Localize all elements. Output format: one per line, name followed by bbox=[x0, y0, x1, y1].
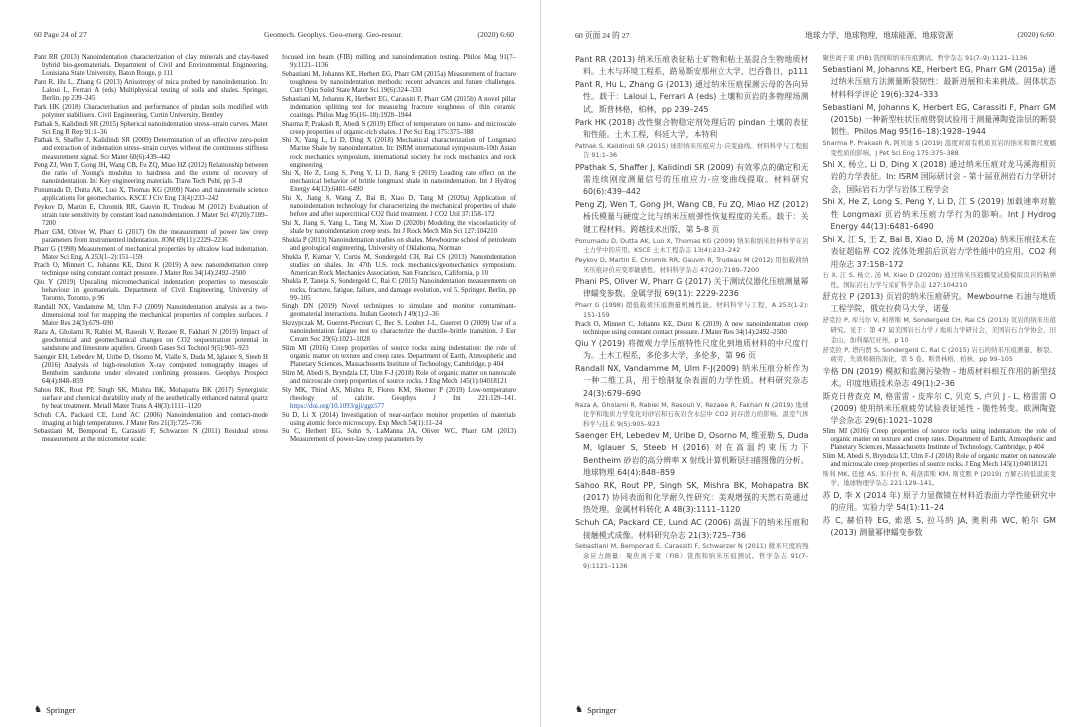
reference-item: Pant R, Hu L, Zhang G (2013) Anisotropy of mica probed by nanoindentation. In: Laloui L, Ferrari A (eds) Multiphysical testing of soils and shales. Springer, Berlin, pp 239–245 bbox=[34, 78, 268, 103]
reference-item: Raza A, Gholami R, Rabiei M, Rasouli V, Rezaee R, Fakhari N (2019) Impact of geochemical and geomechanical changes on CO2 sequestration potential in sandstone and limestone aquifers. Greenh Gases Sci Technol 9(5):905–923 bbox=[34, 328, 268, 352]
reference-item: Slim M, Abedi S, Bryndzia LT, Ulm F-J (2018) Role of organic matter on nanoscale and microscale creep properties of source rocks. J Eng Mech 145(1):04018121 bbox=[282, 369, 516, 385]
reference-item: Peykov D, Martin E, Chromik RR, Gauvin R, Trudeau M (2012) Evaluation of strain rate sensitivity by constant load nanoindentation. J Mater Sci 47(20):7189–7200 bbox=[34, 203, 268, 228]
reference-item: Ponumadu D, Dutta AK, Luo X, Thomas KG (2009) Nano and nanotensile science applications for geomechanics. KSCE J Civ Eng 13(4):233–242 bbox=[34, 187, 268, 203]
reference-item: Singh DN (2019) Novel techniques to simulate and monitor contaminant-geomaterial interactions. Indian Geotech J 49(1):2–36 bbox=[282, 303, 516, 319]
left-page-columns bbox=[34, 54, 516, 683]
reference-item: Shi X, Jiang S, Wang Z, Bai B, Xiao D, Tang M (2020a) Application of nanoindentation technology for characterizing the mechanical properties of shale before and after supercritical CO2 fluid treatment. J CO2 Util 37:158–172 bbox=[282, 195, 516, 219]
reference-item: Raza A, Gholami R, Rabiei M, Rasouli V, Rezaee R, Fakhari N (2019) 地球化学和地质力学变化对砂岩和石灰岩含水层中 CO2 封存潜力的影响。温室气体科学与技术 9(5):905–923 bbox=[575, 400, 809, 428]
right-page-col1 bbox=[575, 54, 809, 683]
reference-item: Slim M, Abedi S, Bryndzia LT, Ulm F-J (2018) Role of organic matter on nanoscale and microscale creep properties of source rocks. J Eng Mech 145(1):04018121 bbox=[822, 453, 1056, 469]
reference-item: 石 X, 江 S, 杨立, 汤 M, Xiao D (2020b) 通过纳米压痕蠕变试验模拟页岩的粘弹性。国际岩石力学与采矿科学杂志 127:104210 bbox=[822, 271, 1056, 289]
reference-item: Qiu Y (2019) 将微观力学压痕特性尺度化到地质材料的中尺度行为。土木工程系，多伦多大学，多伦多，第 96 页 bbox=[575, 338, 809, 361]
reference-sly-text: Sly MK, Thind AS, Mishra R, Flores KM, Skemer P (2019) Low-temperature rheology of calcite. Geophys J Int 221:129–141. bbox=[282, 386, 516, 402]
springer-logo-text: Springer bbox=[46, 704, 76, 715]
reference-item: Shukla P, Taneja S, Sondergeld C, Rai C (2015) Nanoindentation measurements on rocks, fracture, fatigue, failure, and damage evolution, vol 5. Springer, Berlin, pp 99–105 bbox=[282, 278, 516, 302]
reference-item: 苏 C, 赫伯特 EG, 索恩 S, 拉马纳 JA, 奥利弗 WC, 帕尔 GM (2013) 测量幂律蠕变参数 bbox=[822, 515, 1056, 538]
left-header-volume: (2020) 6:60 bbox=[477, 30, 514, 39]
reference-item: 斯克日普查克 M, 格雷雷 - 皮库尔 C, 贝克 S, 卢贝 J - L, 格雷雷 O (2009) 使用纳米压痕疲劳试验表征延性 - 脆性转变。欧洲陶瓷学会杂志 29(6):1021–1028 bbox=[822, 391, 1056, 426]
doi-link[interactable]: https://doi.org/10.1093/gji/ggz577 bbox=[290, 402, 385, 410]
reference-item: focused ion beam (FIB) milling and nanoindentation testing. Philos Mag 91(7–9):1121–1136 bbox=[282, 54, 516, 70]
reference-item: 舒克拉 P (2013) 页岩的纳米压痕研究。Mewbourne 石油与地质工程学院，俄克拉荷马大学，诺曼 bbox=[822, 292, 1056, 314]
right-page-columns bbox=[575, 54, 1056, 683]
reference-item: Qiu Y (2019) Upscaling micromechanical indentation properties to mesoscale behaviour in geomaterials. Department of Civil Engineering, University of Toronto, Toronto, p 96 bbox=[34, 279, 268, 303]
left-page-col1 bbox=[34, 54, 268, 683]
reference-item: Park HK (2018) 改性聚合物稳定剂处理后的 pindan 土壤的表征和性能。土木工程，科廷大学，本特利 bbox=[575, 117, 809, 139]
reference-item: Schuh CA, Packard CE, Lund AC (2006) Nanoindentation and contact-mode imaging at high temperatures. J Mater Res 21(3):725–736 bbox=[34, 411, 268, 427]
reference-item: Sebastiani M, Bemporad E, Carassiti F, Schwarzer N (2011) Residual stress measurement at the micrometer scale: bbox=[34, 428, 268, 444]
reference-item: Pant R, Hu L, Zhang G (2013) 通过纳米压痕探测云母的各向异性。载于：Laloui L, Ferrari A (eds) 土壤和页岩的多物理场测试。斯普林格，柏林，pp 239–245 bbox=[575, 80, 809, 114]
reference-item-sly bbox=[282, 387, 516, 411]
reference-item: PPathak S, Shaffer J, Kalidindi SR (2009) 有效零点的确定和无需连续刚度测量信号的压痕应力-应变曲线提取。材料研究 60(6):439–442 bbox=[575, 162, 809, 197]
reference-item: Shukla P (2013) Nanoindentation studies on shales. Mewbourne school of petroleum and geological engineering, University of Oklahoma, Norman bbox=[282, 236, 516, 252]
reference-item: Skrzypczak M, Guerret-Piecourt C, Bec S, Loubet J-L, Guerret O (2009) Use of a nanoindentation fatigue test to characterize the ductile–brittle transition. J Eur Ceram Soc 29(6):1021–1028 bbox=[282, 320, 516, 344]
reference-item: 斯利 MK, 廷德 AS, 米什拉 R, 弗洛雷斯 KM, 斯克默 P (2019) 方解石的低温流变学。地球物理学杂志 221:129–141。 bbox=[822, 469, 1056, 488]
reference-item: Schuh CA, Packard CE, Lund AC (2006) 高温下的纳米压痕和接触模式成像。材料研究杂志 21(3):725–736 bbox=[575, 518, 809, 540]
reference-item: Sebastiani M, Johanns KE, Herbert EG, Pharr GM (2015a) 通过纳米压痕方法测量断裂韧性：最新进展和未来挑战。固体状态材料科学评论 19(6):324–333 bbox=[822, 65, 1056, 99]
reference-item: Shi X, 杨立, Li D, Ding X (2018) 通过纳米压痕对龙马溪海相页岩的力学表征。In: ISRM 国际研讨会 - 第十届亚洲岩石力学研讨会，国际岩石力学与岩体工程学会 bbox=[822, 159, 1056, 194]
reference-item: Pant RR (2013) Nanoindentation characterization of clay minerals and clay-based hybrid bio-geomaterials. Department of Civil and Environmental Engineering, Louisiana State University, Baton Rouge, p 111 bbox=[34, 54, 268, 78]
reference-item: Pathak S, Shaffer J, Kalidindi SR (2009) Determination of an effective zero-point and extraction of indentation stress–strain curves without the continuous stiffness measurement signal. Scr Mater 60(6):439–442 bbox=[34, 137, 268, 161]
reference-item: Pant RR (2013) 纳米压痕表征粘土矿物和粘土基混合生物地质材料。土木与环境工程系，路易斯安那州立大学，巴吞鲁日，p111 bbox=[575, 55, 809, 77]
reference-item: Pathak S, Kalidindi SR (2015) Spherical nanoindentation stress–strain curves. Mater Sci Eng R Rep 91:1–36 bbox=[34, 120, 268, 136]
reference-item: Sahoo RK, Rout PP, Singh SK, Mishra BK, Mohapatra BK (2017) 协同表面和化学耐久性研究：美观增强的天然石英通过热处理。金属材料转化 A 48(3):1111–1120 bbox=[575, 480, 809, 515]
reference-item: Shukla P, Kumar V, Curtis M, Sondergeld CH, Rai CS (2013) Nanoindentation studies on shales. In: 47th U.S. rock mechanics/geomechanics symposium. American Rock Mechanics Association, San Francisco, California, p 10 bbox=[282, 253, 516, 277]
right-header-volume: (2020) 6:60 bbox=[1017, 30, 1054, 39]
springer-horse-icon: ♞ bbox=[34, 704, 43, 714]
reference-item: Shi X, Jiang S, Yang L, Tang M, Xiao D (2020b) Modeling the viscoelasticity of shale by nanoindentation creep tests. Int J Rock Mech Min Sci 127:104210 bbox=[282, 220, 516, 236]
reference-item: Sahoo RK, Rout PP, Singh SK, Mishra BK, Mohapatra BK (2017) Synergistic surface and chemical durability study of the aesthetically enhanced natural quartz by heat treatment. Metall Mater Trans A 48(3):1111–1120 bbox=[34, 386, 268, 410]
reference-item: Saenger EH, Lebedev M, Uribe D, Osorno M, 维亚勒 S, Duda M, Iglauer S, Steeb H (2016) 对在高温约束压力下 Bentheim 砂岩的高分辨率 X 射线计算机断层扫描图像的分析。地球物理 64(4):848–859 bbox=[575, 430, 809, 477]
reference-item: 聚焦离子束 (FIB) 铣削和纳米压痕测试。哲学杂志 91(7–9):1121–1136 bbox=[822, 54, 1028, 62]
springer-logo-text: Springer bbox=[587, 704, 617, 715]
reference-item: Sebastiani M, Johanns K, Herbert EG, Carassiti F, Pharr GM (2015b) 一种新型柱状压痕劈裂试验用于测量薄陶瓷涂层的断裂韧性。Philos Mag 95(16–18):1928–1944 bbox=[822, 102, 1056, 137]
reference-item: Pharr G (1998) Measurement of mechanical properties by ultralow load indentation. Mater Sci Eng, A 253(1–2):151–159 bbox=[34, 245, 268, 261]
reference-item: Shi X, 江 S, 王 Z, Bai B, Xiao D, 汤 M (2020a) 纳米压痕技术在表征超临界 CO2 流体处理前后页岩力学性能中的应用。CO2 利用杂志 37:158–172 bbox=[822, 234, 1056, 269]
reference-item: Peng ZJ, Wen T, Gong JH, Wang CB, Fu ZQ, Miao HZ (2012) 杨氏模量与硬度之比与纳米压痕弹性恢复程度的关系。载于：关键工程材料。跨越技术出版，第 5-8 页 bbox=[575, 200, 809, 234]
reference-item: Randall NX, Vandamme M, Ulm F-J(2009) 纳米压痕分析作为一种二维工具，用于绘制复杂表面的力学性质。材料研究杂志 24(3):679–690 bbox=[575, 364, 809, 398]
left-header-journal: Geomech. Geophys. Geo-energ. Geo-resour. bbox=[264, 30, 403, 39]
reference-item: Sebastiani M, Bemporad E, Carassiti F, Schwarzer N (2011) 微米尺度的残余应力测量：聚焦离子束（FIB）铣削和纳米压痕测试。哲学杂志 91(7–9):1121–1136 bbox=[575, 542, 809, 570]
reference-item: Pharr GM, Oliver W, Pharr G (2017) On the measurement of power law creep parameters from instrumented indentation. JOM 69(11):2229–2236 bbox=[34, 228, 268, 244]
reference-item: Su C, Herbert EG, Sohn S, LaManna JA, Oliver WC, Pharr GM (2013) Measurement of power-law creep parameters by bbox=[282, 428, 516, 444]
reference-item: Shi X, He Z, Long S, Peng Y, Li D, Jiang S (2019) Loading rate effect on the mechanical behavior of brittle longmaxi shale in nanoindentation. Int J Hydrog Energy 44(13):6481–6490 bbox=[282, 170, 516, 194]
reference-item: Shi X, Yang L, Li D, Ding X (2018) Mechanical characterization of Longmaxi Marine Shale by nanoindentation. In: ISRM international symposium-10th Asian rock mechanics symposium, international society for rock mechanics and rock engineering bbox=[282, 137, 516, 169]
left-page-footer bbox=[34, 704, 75, 715]
reference-item: Sharma P, Prakash R, Abedi S (2019) Effect of temperature on nano- and microscale creep properties of organic-rich shales. J Pet Sci Eng 175:375–388 bbox=[282, 120, 516, 136]
reference-item: Prach O, Minnert C, Johanns KE, Durst K (2019) A new nanoindentation creep technique using constant contact pressure. J Mater Res 34(14):2492–2500 bbox=[575, 321, 809, 337]
reference-item: Randall NX, Vandamme M, Ulm F-J (2009) Nanoindentation analysis as a two-dimensional tool for mapping the mechanical properties of complex surfaces. J Mater Res 24(3):679–690 bbox=[34, 303, 268, 328]
reference-item: Peng ZJ, Wen T, Gong JH, Wang CB, Fu ZQ, Miao HZ (2012) Relationship between the ratio of Young's modulus to hardness and the extent of recovery of nanoindentation. In: Key engineering materials. Trans Tech Publ, pp 5–8 bbox=[34, 162, 268, 186]
right-page bbox=[540, 0, 1080, 727]
left-page-col2 bbox=[282, 54, 516, 683]
right-page-header bbox=[575, 30, 1054, 42]
reference-item: Saenger EH, Lebedev M, Uribe D, Osorno M, Vialle S, Duda M, Iglauer S, Steeb H (2016) Analysis of high-resolution X-ray computed tomography images of Bentheim sandstone under elevated confining pressures. Geophys Prospect 64(4):848–859 bbox=[34, 353, 268, 385]
reference-item: 舒克拉 P, 塔内贾 S, Sondergeld C, Rai C (2015) 岩石的纳米压痕测量、断裂、疲劳、失效和损伤演化，第 5 卷。斯普林格，柏林，pp 99–105 bbox=[822, 345, 1056, 364]
reference-item: Prach O, Minnert C, Johanns KE, Durst K (2019) A new nanoindentation creep technique using constant contact pressure. J Mater Res 34(14):2492–2500 bbox=[34, 262, 268, 278]
reference-item: Phani PS, Oliver W, Pharr G (2017) 关于测试仪器化压痕测量幂律蠕变参数。金属学报 69(11): 2229-2236 bbox=[575, 277, 809, 299]
reference-item: Sebastiani M, Johanns K, Herbert EG, Carassiti F, Pharr GM (2015b) A novel pillar indentation splitting test for measuring fracture toughness of thin ceramic coatings. Philos Mag 95(16–18):1928–1944 bbox=[282, 95, 516, 119]
reference-item: Park HK (2018) Characterisation and performance of pindan soils modified with polymer stabilisers. Civil Engineering, Curtin University, Bentley bbox=[34, 103, 268, 119]
springer-horse-icon: ♞ bbox=[575, 704, 584, 714]
reference-item: Shi X, He Z, Long S, Peng Y, Li D, 江 S (2019) 加载速率对脆性 Longmaxi 页岩纳米压痕力学行为的影响。Int J Hydrog Energy 44(13):6481–6490 bbox=[822, 197, 1056, 232]
reference-item: Sebastiani M, Johanns KE, Herbert EG, Pharr GM (2015a) Measurement of fracture toughness by nanoindentation methods: recent advances and future challenges. Curr Opin Solid State Mater Sci 19(6):324–333 bbox=[282, 70, 516, 94]
reference-item: Sharma P, Prakash R, 阿贝迪 S (2019) 温度对富有机质页岩的纳米和微尺度蠕变性质的影响。J Pet Sci Eng 175:375–388 bbox=[822, 139, 1056, 157]
right-page-footer bbox=[575, 704, 616, 715]
reference-item: Peykov D, Martin E, Chromik RR, Gauvin R, Trudeau M (2012) 用恒载荷纳米压痕评价应变率敏感性。材料科学杂志 47(20):7189–7200 bbox=[575, 256, 809, 274]
right-header-page-number: 60 页面 24 的 27 bbox=[575, 31, 630, 40]
reference-item: 辛格 DN (2019) 模拟和监测污染物 - 地质材料相互作用的新型技术。印度地质技术杂志 49(1):2–36 bbox=[822, 366, 1056, 388]
right-header-journal: 地球力学、地球物理、地球能源、地球资源 bbox=[805, 31, 954, 40]
reference-item: Slim MI (2016) Creep properties of source rocks using indentation: the role of organic matter on texture and creep rates. Department of Earth, Atmospheric and Planetary Sciences, Massachusetts Institute of Technology, Cambridge, p 404 bbox=[822, 428, 1056, 452]
right-page-col2 bbox=[823, 54, 1057, 683]
reference-item: Pathak S, Kalidindi SR (2015) 球形纳米压痕应力-应变曲线。材料科学与工程报告 91:1–36 bbox=[575, 141, 809, 160]
reference-item: Su D, Li X (2014) Investigation of near-surface monitor properties of materials using atomic force microscopy. Exp Mech 54(1):11–24 bbox=[282, 411, 516, 427]
reference-item: Slim MI (2016) Creep properties of source rocks using indentation: the role of organic matter on texture and creep rates. Department of Earth, Atmospheric and Planetary Sciences, Massachusetts Institute of Technology, Cambridge, p 404 bbox=[282, 345, 516, 369]
reference-item: 苏 D, 李 X (2014 年) 原子力显微镜在材料近表面力学性能研究中的应用。实验力学 54(1):11–24 bbox=[822, 490, 1056, 512]
reference-item: Ponumadu D, Dutta AK, Luo X, Thomas KG (2009) 纳米和纳米拉伸科学在岩土力学中的应用。KSCE 土木工程杂志 13(4):233–242 bbox=[575, 236, 809, 255]
left-page-header bbox=[34, 30, 514, 42]
reference-item: Pharr G (1998) 超低载荷压痕测量机械性能。材料科学与工程，A 253(1-2): 151-159 bbox=[575, 301, 809, 319]
left-header-page-number: 60 Page 24 of 27 bbox=[34, 30, 87, 39]
reference-item: 舒克拉 P, 库马尔 V, 柯蒂斯 M, Sondergeld CH, Rai CS (2013) 页岩的纳米压痕研究。见于：第 47 届美国岩石力学 / 地质力学研讨会，美国岩石力学协会，旧金山，加利福尼亚州，p 10 bbox=[822, 316, 1056, 344]
